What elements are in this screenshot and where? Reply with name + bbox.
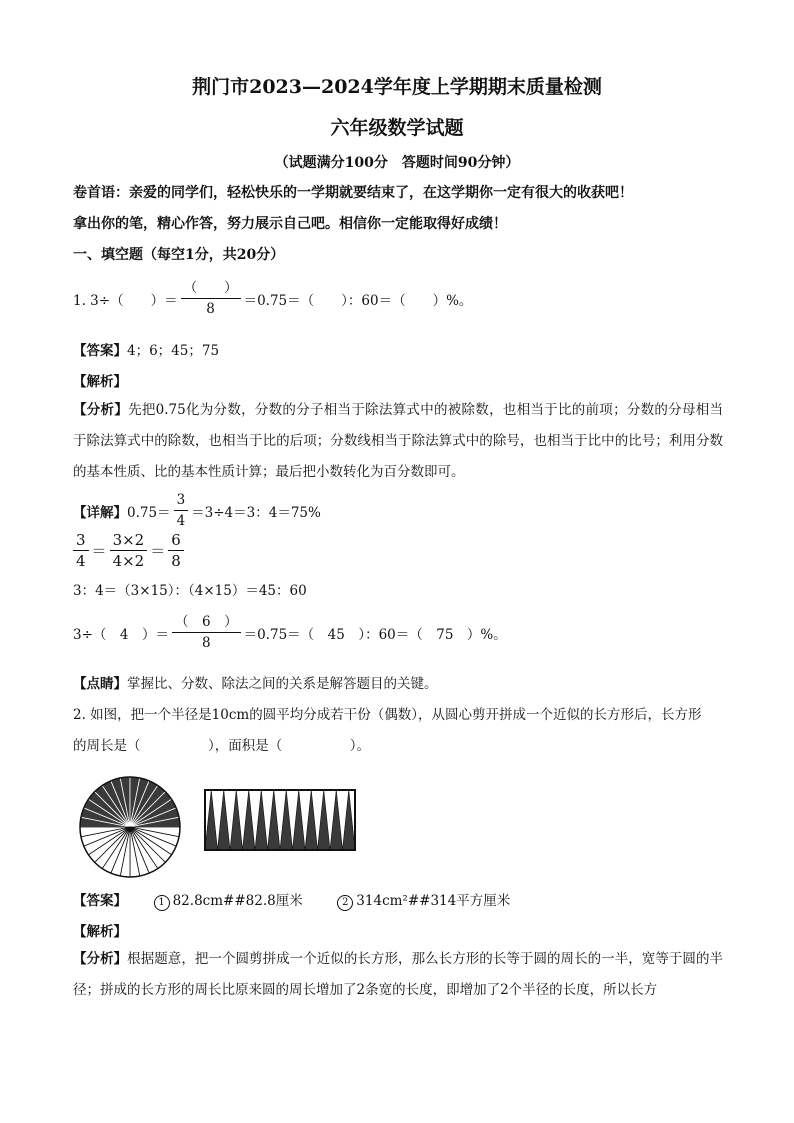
q2-rearranged-rectangle <box>205 790 355 850</box>
q1-detail-fraction <box>174 490 189 531</box>
exam-info: （试题满分100分 答题时间90分钟） <box>274 155 520 171</box>
q2-jiexi: 【解析】 <box>73 924 127 940</box>
eq-den-1: 4 <box>76 552 86 570</box>
eq-frac-1 <box>73 530 89 571</box>
q1-final-num: （ 6 ） <box>172 612 241 633</box>
q1-analysis-text: 先把0.75化为分数，分数的分子相当于除法算式中的被除数，也相当于比的前项；分数的分母相当于除法算式中的除数，也相当于比的后项；分数线相当于除法算式中的除号，也相当于比中的比号；利用分数的基本性质、比的基本性质计算；最后把小数转化为百分数即可。 <box>73 402 723 480</box>
q1-detail <box>73 490 321 531</box>
q1-point <box>73 672 438 692</box>
rectangle-sector <box>205 790 218 850</box>
rectangle-sector <box>243 790 256 850</box>
q1-answer-text: 4；6；45；75 <box>127 343 220 359</box>
eq-frac-3 <box>168 530 184 571</box>
rectangle-sector <box>230 790 243 850</box>
q2-answer-2: 314cm²##314平方厘米 <box>356 893 511 909</box>
q1-detail-den: 4 <box>176 513 186 529</box>
q1-final <box>73 612 507 653</box>
answer-tag-q2: 【答案】 <box>73 893 127 909</box>
exam-title: 荆门市2023—2024学年度上学期期末质量检测 <box>192 76 602 98</box>
q1-fraction-equation: $\frac{3}{4}$ ＝ $\frac{3\times 2}{4\times 2}$ ＝ $\frac{6}{8}$ <box>73 530 187 571</box>
q1-analysis <box>73 395 723 488</box>
q1-fraction-num: （ ） <box>181 278 241 299</box>
rectangle-sector <box>280 790 293 850</box>
q2-circle-sectors <box>80 777 180 877</box>
q1-detail-left: 0.75＝ <box>127 504 171 521</box>
q2-answer <box>73 889 510 911</box>
q1-answer <box>73 339 219 359</box>
answer-mark-2: 2 <box>337 895 353 911</box>
q1-detail-right: ＝3÷4＝3：4＝75% <box>191 504 321 521</box>
rectangle-sector <box>343 790 356 850</box>
rectangle-sector <box>305 790 318 850</box>
point-tag: 【点睛】 <box>73 676 127 692</box>
q1-final-fraction <box>172 612 241 653</box>
eq-den-2: 4×2 <box>112 552 145 570</box>
eq-num-2: 3×2 <box>110 530 148 551</box>
section-heading: 一、填空题（每空1分，共20分） <box>73 247 285 263</box>
analysis-tag-q2: 【分析】 <box>73 951 128 967</box>
q1-stem <box>73 278 472 319</box>
eq-num-3: 6 <box>168 530 184 551</box>
rectangle-sector <box>218 790 231 850</box>
q1-detail-num: 3 <box>174 490 189 511</box>
preface-line-1: 卷首语：亲爱的同学们，轻松快乐的一学期就要结束了，在这学期你一定有很大的收获吧！ <box>73 185 633 201</box>
q2-figure <box>70 775 370 880</box>
eq-den-3: 8 <box>171 552 181 570</box>
q1-stem-right: ＝0.75＝（ ）：60＝（ ）%。 <box>243 292 473 309</box>
q2-stem-line-2: 的周长是（ ），面积是（ ）。 <box>73 738 370 754</box>
answer-tag: 【答案】 <box>73 343 127 359</box>
q1-final-right: ＝0.75＝（ 45 ）：60＝（ 75 ）%。 <box>243 626 507 643</box>
q1-stem-left: 1. 3÷（ ）＝ <box>73 292 178 309</box>
q1-point-text: 掌握比、分数、除法之间的关系是解答题目的关键。 <box>127 676 438 692</box>
q1-jiexi: 【解析】 <box>73 374 127 390</box>
rectangle-sector <box>318 790 331 850</box>
rectangle-sector <box>255 790 268 850</box>
q2-analysis <box>73 944 723 1006</box>
q1-fraction <box>181 278 241 319</box>
q1-final-left: 3÷（ 4 ）＝ <box>73 626 169 643</box>
q2-stem-line-1: 2. 如图，把一个半径是10cm的圆平均分成若干份（偶数），从圆心剪开拼成一个近似的长方形后，长方形 <box>73 707 702 723</box>
answer-mark-1: 1 <box>154 895 170 911</box>
q1-final-den: 8 <box>202 635 211 651</box>
rectangle-sector <box>293 790 306 850</box>
detail-tag: 【详解】 <box>73 504 127 521</box>
q1-ratio-line: 3：4＝（3×15）：（4×15）＝45：60 <box>73 583 307 599</box>
q2-answer-1: 82.8cm##82.8厘米 <box>172 893 303 909</box>
eq-num-1: 3 <box>73 530 89 551</box>
eq-frac-2 <box>110 530 148 571</box>
q2-analysis-text: 根据题意，把一个圆剪拼成一个近似的长方形，那么长方形的长等于圆的周长的一半，宽等于圆的半径；拼成的长方形的周长比原来圆的周长增加了2条宽的长度，即增加了2个半径的长度，所以长方 <box>73 951 724 998</box>
exam-subtitle: 六年级数学试题 <box>330 117 464 139</box>
q1-fraction-den: 8 <box>206 301 215 317</box>
analysis-tag: 【分析】 <box>73 402 129 418</box>
preface-line-2: 拿出你的笔，精心作答，努力展示自己吧。相信你一定能取得好成绩！ <box>73 216 507 232</box>
rectangle-sector <box>330 790 343 850</box>
rectangle-sector <box>268 790 281 850</box>
